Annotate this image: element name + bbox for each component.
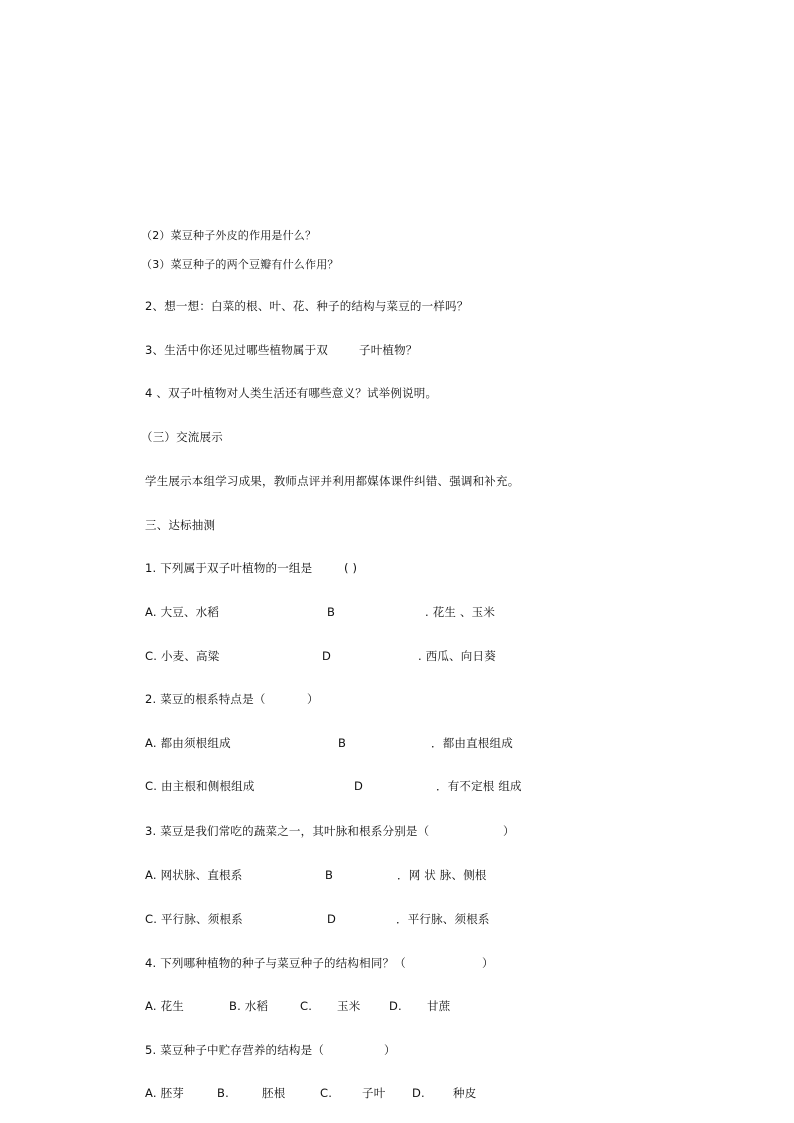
- question-4-option-b: B. 水稻: [229, 999, 269, 1013]
- question-1-option-b: . 花生 、玉米: [425, 605, 496, 619]
- question-1-paren: ( ): [344, 561, 358, 575]
- think-question-4: 4 、双子叶植物对人类生活还有哪些意义？试举例说明。: [145, 386, 438, 400]
- question-5-option-a: A. 胚芽: [145, 1086, 184, 1100]
- question-2-option-b-letter: B: [338, 736, 347, 750]
- question-5-option-c-letter: C.: [320, 1086, 333, 1100]
- question-5-option-c: 子叶: [362, 1086, 386, 1100]
- question-1: 1. 下列属于双子叶植物的一组是: [145, 561, 313, 575]
- question-3: 3. 菜豆是我们常吃的蔬菜之一，其叶脉和根系分别是（: [145, 824, 430, 838]
- think-question-3-part2: 子叶植物？: [359, 343, 418, 357]
- question-4-option-d-letter: D.: [389, 999, 402, 1013]
- question-1-option-a: A. 大豆、水稻: [145, 605, 220, 619]
- question-5-paren: ）: [384, 1043, 396, 1057]
- question-2-paren: ）: [307, 692, 319, 706]
- question-2-option-d: ．有不定根 组成: [436, 779, 522, 793]
- question-1-option-b-letter: B: [327, 605, 336, 619]
- question-2-option-c: C. 由主根和侧根组成: [145, 779, 255, 793]
- question-4-option-c: 玉米: [337, 999, 361, 1013]
- question-2-3: （3）菜豆种子的两个豆瓣有什么作用？: [141, 258, 339, 271]
- question-2-option-d-letter: D: [354, 779, 364, 793]
- question-4-option-a: A. 花生: [145, 999, 184, 1013]
- think-question-3-part1: 3、生活中你还见过哪些植物属于双: [145, 343, 329, 357]
- question-2: 2. 菜豆的根系特点是（: [145, 692, 266, 706]
- question-3-paren: ）: [503, 824, 515, 838]
- question-4-paren: ）: [482, 956, 494, 970]
- section-heading-exchange: （三）交流展示: [141, 430, 223, 444]
- question-3-option-b: ．网 状 脉、侧根: [397, 868, 487, 882]
- question-4-option-d: 甘蔗: [427, 999, 451, 1013]
- question-2-option-a: A. 都由须根组成: [145, 736, 231, 750]
- question-1-option-c: C. 小麦、高粱: [145, 649, 220, 663]
- question-1-option-d-letter: D: [322, 649, 332, 663]
- question-2-2: （2）菜豆种子外皮的作用是什么？: [141, 229, 317, 242]
- question-5: 5. 菜豆种子中贮存营养的结构是（: [145, 1043, 325, 1057]
- section-heading-test: 三、达标抽测: [145, 518, 216, 532]
- question-3-option-c: C. 平行脉、须根系: [145, 912, 243, 926]
- question-3-option-b-letter: B: [325, 868, 334, 882]
- think-question-2: 2、想一想：白菜的根、叶、花、种子的结构与菜豆的一样吗？: [145, 299, 469, 313]
- question-2-option-b: ．都由直根组成: [431, 736, 513, 750]
- question-5-option-d: 种皮: [453, 1086, 477, 1100]
- question-4: 4. 下列哪种植物的种子与菜豆种子的结构相同？（: [145, 956, 406, 970]
- exchange-text: 学生展示本组学习成果，教师点评并利用都媒体课件纠错、强调和补充。: [145, 474, 520, 488]
- question-3-option-a: A. 网状脉、直根系: [145, 868, 243, 882]
- question-5-option-b-letter: B.: [217, 1086, 229, 1100]
- question-3-option-d-letter: D: [327, 912, 337, 926]
- question-5-option-d-letter: D.: [412, 1086, 425, 1100]
- question-3-option-d: ．平行脉、须根系: [396, 912, 490, 926]
- question-5-option-b: 胚根: [262, 1086, 286, 1100]
- question-4-option-c-letter: C.: [300, 999, 313, 1013]
- question-1-option-d: . 西瓜、向日葵: [418, 649, 496, 663]
